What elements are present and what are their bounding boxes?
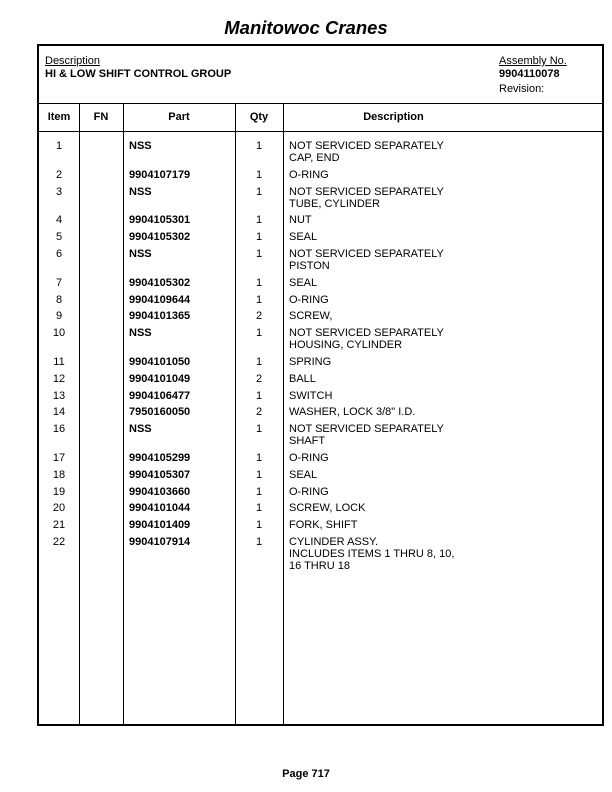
part-number: 9904103660 xyxy=(129,485,191,498)
description-line: HOUSING, CYLINDER xyxy=(289,339,403,352)
description-line: O-RING xyxy=(289,293,329,306)
quantity: 1 xyxy=(255,293,263,306)
quantity: 1 xyxy=(255,519,263,532)
description-line: SEAL xyxy=(289,231,318,244)
description-line: SCREW, xyxy=(289,310,333,323)
part-number: NSS xyxy=(129,327,152,340)
part-number: NSS xyxy=(129,140,152,152)
description-line: INCLUDES ITEMS 1 THRU 8, 10, xyxy=(289,548,455,560)
description-line: SCREW, LOCK xyxy=(289,502,366,515)
item-number: 4 xyxy=(55,214,63,227)
description-line: TUBE, CYLINDER xyxy=(289,197,381,210)
assembly-number: 9904110078 xyxy=(499,68,560,80)
part-description xyxy=(289,356,589,368)
part-number: 9904101050 xyxy=(129,356,191,368)
quantity: 1 xyxy=(255,214,263,227)
item-number: 9 xyxy=(55,310,63,323)
part-number: 9904101049 xyxy=(129,372,191,385)
description-line: O-RING xyxy=(289,168,329,181)
quantity: 1 xyxy=(255,231,263,244)
description-line: NOT SERVICED SEPARATELY xyxy=(289,327,444,340)
quantity: 2 xyxy=(255,406,263,419)
part-description xyxy=(289,502,589,514)
part-description xyxy=(289,214,589,226)
quantity: 1 xyxy=(255,168,263,181)
column-header-qty: Qty xyxy=(249,111,269,123)
description-line: SPRING xyxy=(289,356,332,368)
description-line: CYLINDER ASSY. xyxy=(289,536,379,548)
part-description xyxy=(289,248,589,272)
part-description xyxy=(289,327,589,351)
part-number: 9904101365 xyxy=(129,310,191,323)
assembly-label: Assembly No. xyxy=(499,55,567,67)
part-number: NSS xyxy=(129,185,152,198)
description-line: BALL xyxy=(289,372,316,385)
part-number: 9904101409 xyxy=(129,519,191,532)
quantity: 1 xyxy=(255,502,263,515)
description-line: WASHER, LOCK 3/8" I.D. xyxy=(289,406,416,419)
item-number: 14 xyxy=(52,406,66,419)
description-label: Description xyxy=(45,55,101,67)
group-description: HI & LOW SHIFT CONTROL GROUP xyxy=(45,68,232,80)
item-number: 3 xyxy=(55,185,63,198)
column-divider-fn xyxy=(123,103,124,726)
part-description xyxy=(289,231,589,243)
parts-list-frame xyxy=(37,44,604,726)
part-description xyxy=(289,452,589,464)
part-description xyxy=(289,423,589,447)
item-number: 6 xyxy=(55,248,63,260)
item-number: 16 xyxy=(52,423,66,436)
part-description xyxy=(289,140,589,164)
quantity: 1 xyxy=(255,536,263,548)
quantity: 1 xyxy=(255,452,263,464)
description-line: NOT SERVICED SEPARATELY xyxy=(289,423,444,436)
quantity: 1 xyxy=(255,276,263,289)
quantity: 1 xyxy=(255,356,263,368)
part-description xyxy=(289,169,589,181)
item-number: 5 xyxy=(55,231,63,244)
description-line: NOT SERVICED SEPARATELY xyxy=(289,248,444,260)
part-description xyxy=(289,519,589,531)
part-number: 9904105302 xyxy=(129,276,191,289)
item-number: 2 xyxy=(55,168,63,181)
part-number: NSS xyxy=(129,423,152,436)
description-line: NOT SERVICED SEPARATELY xyxy=(289,140,444,152)
item-number: 10 xyxy=(52,327,66,340)
column-header-description: Description xyxy=(363,111,424,123)
column-header-item: Item xyxy=(47,111,71,123)
description-line: SWITCH xyxy=(289,389,333,402)
part-description xyxy=(289,373,589,385)
part-number: 9904105307 xyxy=(129,468,191,481)
description-line: O-RING xyxy=(289,485,329,498)
part-number: 9904109644 xyxy=(129,293,191,306)
quantity: 1 xyxy=(255,468,263,481)
description-line: 16 THRU 18 xyxy=(289,560,350,572)
item-number: 12 xyxy=(52,372,66,385)
part-number: 9904105301 xyxy=(129,214,191,227)
description-line: NUT xyxy=(289,214,312,227)
part-number: 9904106477 xyxy=(129,389,191,402)
quantity: 1 xyxy=(255,423,263,436)
column-divider-qty xyxy=(283,103,284,726)
quantity: 1 xyxy=(255,185,263,198)
part-description xyxy=(289,390,589,402)
description-line: SHAFT xyxy=(289,435,326,448)
item-number: 11 xyxy=(53,356,65,368)
quantity: 2 xyxy=(255,310,263,323)
item-number: 19 xyxy=(52,485,66,498)
quantity: 1 xyxy=(255,140,263,152)
part-number: 9904105299 xyxy=(129,452,191,464)
part-number: 7950160050 xyxy=(129,406,191,419)
column-divider-item xyxy=(79,103,80,726)
document-title: Manitowoc Cranes xyxy=(224,17,388,38)
revision-label: Revision: xyxy=(499,83,545,95)
part-description xyxy=(289,406,589,418)
part-description xyxy=(289,186,589,210)
description-line: SEAL xyxy=(289,468,318,481)
part-description xyxy=(289,486,589,498)
item-number: 22 xyxy=(52,536,66,548)
column-header-part: Part xyxy=(168,111,190,123)
item-number: 21 xyxy=(52,519,66,532)
description-line: NOT SERVICED SEPARATELY xyxy=(289,185,444,198)
item-number: 20 xyxy=(52,502,66,515)
quantity: 1 xyxy=(255,248,263,260)
quantity: 2 xyxy=(255,372,263,385)
description-line: CAP, END xyxy=(289,152,340,164)
item-number: 8 xyxy=(55,293,63,306)
column-header-fn: FN xyxy=(93,111,109,123)
item-number: 1 xyxy=(55,140,63,152)
item-number: 7 xyxy=(55,276,63,289)
part-number: 9904107179 xyxy=(129,168,191,181)
quantity: 1 xyxy=(255,389,263,402)
page-number: Page 717 xyxy=(282,768,330,780)
description-line: FORK, SHIFT xyxy=(289,519,358,532)
part-number: 9904101044 xyxy=(129,502,191,515)
part-description xyxy=(289,469,589,481)
item-number: 18 xyxy=(52,468,66,481)
part-number: 9904107914 xyxy=(129,536,191,548)
description-line: SEAL xyxy=(289,276,318,289)
part-description xyxy=(289,310,589,322)
quantity: 1 xyxy=(255,327,263,340)
item-number: 13 xyxy=(52,389,66,402)
quantity: 1 xyxy=(255,485,263,498)
part-description xyxy=(289,294,589,306)
part-description xyxy=(289,277,589,289)
part-description xyxy=(289,536,589,572)
part-number: NSS xyxy=(129,248,152,260)
description-line: O-RING xyxy=(289,452,329,464)
item-number: 17 xyxy=(52,452,66,464)
part-number: 9904105302 xyxy=(129,231,191,244)
description-line: PISTON xyxy=(289,260,330,272)
